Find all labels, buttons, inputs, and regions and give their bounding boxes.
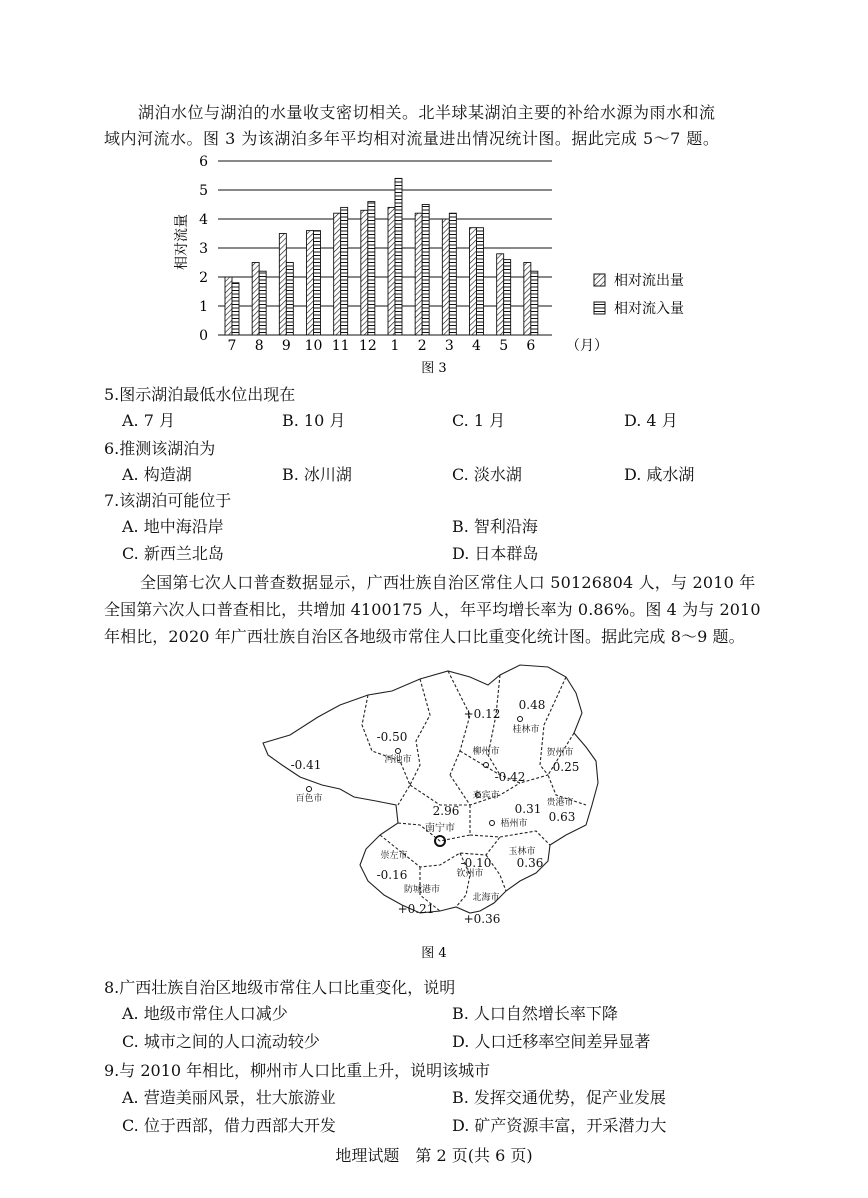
passage2-line3: 年相比，2020 年广西壮族自治区各地级市常住人口比重变化统计图。据此完成 8～9 题。	[104, 627, 745, 646]
value-chongzuo: -0.16	[376, 868, 408, 882]
q8-option-b[interactable]: B. 人口自然增长率下降	[452, 1004, 618, 1023]
x-tick-label: 12	[358, 338, 377, 354]
q7-option-c[interactable]: C. 新西兰北岛	[122, 544, 224, 563]
bar-inflow-11	[341, 207, 348, 335]
bar-outflow-4	[470, 228, 477, 335]
city-fangchenggang: 防城港市	[403, 885, 441, 895]
x-tick-label: 9	[281, 338, 291, 354]
x-tick-label: 5	[499, 338, 509, 354]
value-yulin: 0.36	[516, 856, 544, 870]
x-tick-label: 1	[390, 338, 400, 354]
bar-inflow-12	[368, 202, 375, 335]
bar-inflow-9	[286, 263, 293, 336]
city-chongzuo: 崇左市	[380, 851, 408, 861]
page-footer: 地理试题 第 2 页(共 6 页)	[335, 1146, 533, 1165]
city-yulin: 玉林市	[508, 847, 536, 857]
legend-swatch-inflow	[594, 302, 605, 314]
bar-inflow-7	[232, 283, 239, 335]
bar-outflow-10	[307, 231, 314, 335]
value-hezhou: 0.25	[552, 760, 580, 774]
q5-option-a[interactable]: A. 7 月	[122, 411, 175, 430]
x-tick-label: 7	[227, 338, 237, 354]
q9-option-b[interactable]: B. 发挥交通优势，促产业发展	[452, 1088, 666, 1107]
value-qinzhou: -0.10	[460, 856, 492, 870]
q9-option-c[interactable]: C. 位于西部，借力西部大开发	[122, 1116, 336, 1135]
legend-swatch-outflow	[594, 274, 605, 286]
q6-option-c[interactable]: C. 淡水湖	[452, 465, 522, 484]
q5-option-c[interactable]: C. 1 月	[452, 411, 506, 430]
value-beihai: +0.36	[463, 912, 501, 926]
q8-stem: 8.广西壮族自治区地级市常住人口比重变化，说明	[104, 978, 456, 997]
bar-outflow-9	[279, 234, 286, 336]
x-tick-label: 3	[444, 338, 454, 354]
value-nanning: 2.96	[432, 804, 460, 818]
x-tick-label: 8	[254, 338, 264, 354]
city-laibin: 来宾市	[472, 791, 500, 801]
bar-outflow-6	[524, 263, 531, 336]
value-baise: -0.41	[290, 758, 322, 772]
bar-outflow-11	[334, 213, 341, 335]
legend-outflow-label: 相对流出量	[614, 273, 684, 289]
city-nanning: 南宁市	[425, 823, 455, 834]
city-hechi: 河池市	[384, 755, 412, 765]
city-guigang: 贵港市	[546, 798, 574, 808]
y-tick-label: 6	[199, 154, 208, 170]
q7-stem: 7.该湖泊可能位于	[104, 491, 232, 510]
q5-option-d[interactable]: D. 4 月	[624, 411, 678, 430]
x-tick-label: 6	[526, 338, 536, 354]
passage1-line1: 湖泊水位与湖泊的水量收支密切相关。北半球某湖泊主要的补给水源为雨水和流	[138, 103, 716, 122]
bar-outflow-8	[252, 263, 259, 336]
x-tick-label: 4	[472, 338, 481, 354]
x-tick-label: 11	[331, 338, 350, 354]
bar-inflow-2	[422, 205, 429, 336]
y-axis-label: 相对流量	[174, 214, 190, 270]
q8-option-a[interactable]: A. 地级市常住人口减少	[122, 1004, 288, 1023]
passage2-line1: 全国第七次人口普查数据显示，广西壮族自治区常住人口 50126804 人，与 2010 年	[140, 573, 756, 592]
figure3-caption: 图 3	[421, 361, 447, 376]
y-tick-label: 3	[199, 241, 208, 257]
guangxi-map	[0, 655, 868, 965]
q9-option-a[interactable]: A. 营造美丽风景，壮大旅游业	[122, 1088, 336, 1107]
q7-option-b[interactable]: B. 智利沿海	[452, 517, 538, 536]
value-liuzhou-label: +0.12	[463, 707, 501, 721]
value-hechi: -0.50	[376, 730, 408, 744]
y-tick-label: 4	[199, 212, 208, 228]
bar-inflow-10	[314, 231, 321, 335]
q8-option-d[interactable]: D. 人口迁移率空间差异显著	[452, 1032, 651, 1051]
q6-option-a[interactable]: A. 构造湖	[122, 465, 192, 484]
x-tick-label: 2	[417, 338, 427, 354]
q5-stem: 5.图示湖泊最低水位出现在	[104, 385, 296, 404]
marker-baise	[307, 787, 312, 792]
bar-outflow-3	[442, 219, 449, 335]
bar-outflow-7	[225, 277, 232, 335]
y-tick-label: 1	[199, 299, 208, 315]
figure4-caption: 图 4	[421, 946, 447, 961]
q5-option-b[interactable]: B. 10 月	[282, 411, 346, 430]
map-outline	[263, 665, 598, 913]
passage2-line2: 全国第六次人口普查相比，共增加 4100175 人，年平均增长率为 0.86%。图 4 为与 2010	[104, 600, 761, 619]
value-fangchenggang: +0.21	[397, 902, 435, 916]
q9-stem: 9.与 2010 年相比，柳州市人口比重上升，说明该城市	[104, 1061, 491, 1080]
x-tick-label: 10	[304, 338, 323, 354]
city-liuzhou: 柳州市	[472, 747, 500, 757]
value-laibin: -0.42	[494, 770, 526, 784]
city-guilin: 桂林市	[512, 725, 540, 735]
q8-option-c[interactable]: C. 城市之间的人口流动较少	[122, 1032, 320, 1051]
bar-outflow-5	[497, 254, 504, 335]
passage1-line2: 域内河流水。图 3 为该湖泊多年平均相对流量进出情况统计图。据此完成 5～7 题。	[104, 129, 720, 148]
q6-stem: 6.推测该湖泊为	[104, 439, 216, 458]
y-tick-label: 0	[199, 328, 208, 344]
city-beihai: 北海市	[472, 893, 500, 903]
bar-inflow-3	[449, 213, 456, 335]
bar-inflow-1	[395, 178, 402, 335]
q7-option-a[interactable]: A. 地中海沿岸	[122, 517, 224, 536]
value-guilin: 0.48	[518, 698, 546, 712]
bar-inflow-8	[259, 271, 266, 335]
bar-inflow-6	[531, 271, 538, 335]
bar-outflow-12	[361, 210, 368, 335]
legend-inflow-label: 相对流入量	[614, 301, 684, 317]
q9-option-d[interactable]: D. 矿产资源丰富，开采潜力大	[452, 1116, 667, 1135]
q7-option-d[interactable]: D. 日本群岛	[452, 544, 539, 563]
city-baise: 百色市	[295, 794, 323, 804]
city-hezhou: 贺州市	[546, 748, 574, 758]
city-wuzhou: 梧州市	[500, 819, 528, 829]
y-tick-label: 2	[199, 270, 208, 286]
bar-inflow-4	[477, 228, 484, 335]
q6-option-d[interactable]: D. 咸水湖	[624, 465, 695, 484]
value-wuzhou: 0.31	[514, 802, 542, 816]
city-qinzhou: 钦州市	[456, 869, 484, 879]
bar-outflow-2	[415, 213, 422, 335]
value-guigang: 0.63	[548, 810, 576, 824]
x-axis-unit: （月）	[566, 338, 608, 354]
y-tick-label: 5	[199, 183, 208, 199]
q6-option-b[interactable]: B. 冰川湖	[282, 465, 352, 484]
bar-outflow-1	[388, 207, 395, 335]
bar-inflow-5	[504, 260, 511, 335]
